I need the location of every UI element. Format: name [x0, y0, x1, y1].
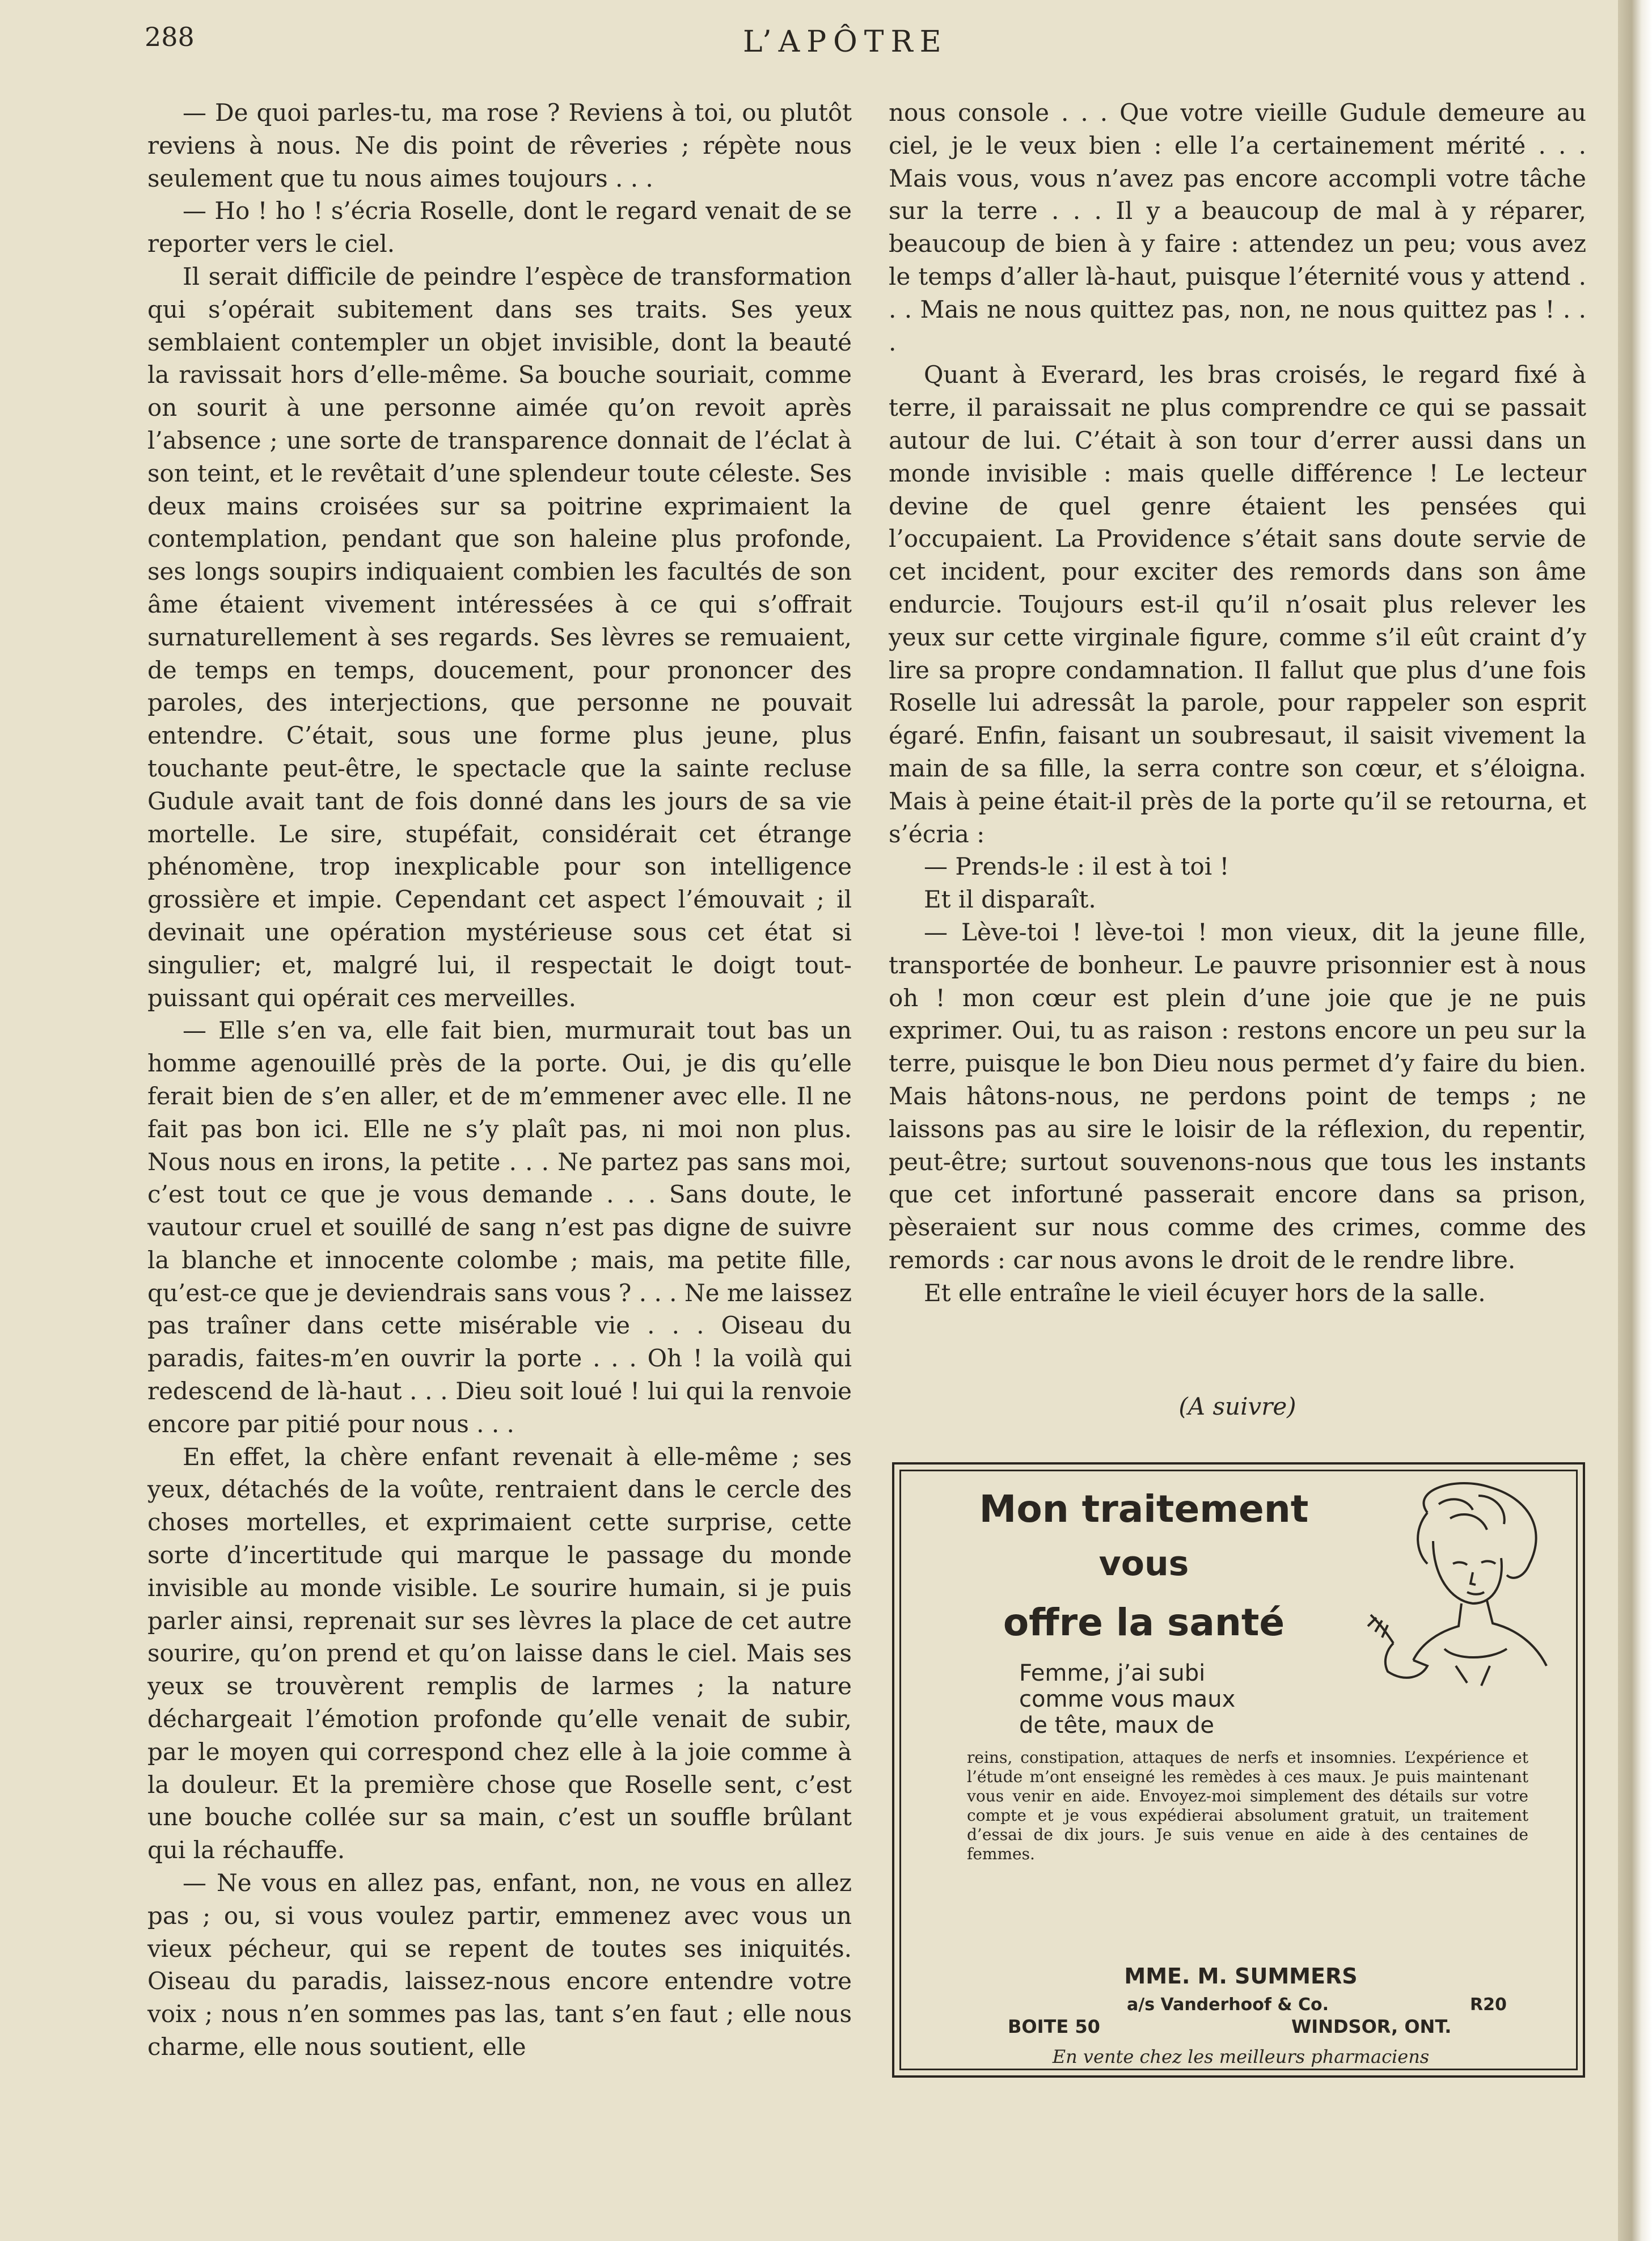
- ad-lead-text: Femme, j’ai subi comme vous maux de tête, maux de: [1019, 1660, 1236, 1738]
- paragraph: En effet, la chère enfant revenait à elle-même ; ses yeux, détachés de la voûte, rentraient dans le cercle des choses mortelles, et exprimaient cette surprise, cette sorte d’incertitude qui marque le passage du monde invisible au monde visible. Le sourire humain, si je puis parler ainsi, reprenait sur ses lèvres la place de cet autre sourire, qu’on prend et qu’on laisse dans le ciel. Mais ses yeux se trouvèrent remplis de larmes ; la nature déchargeait l’émotion profonde qu’elle venait de subir, par le moyen qui correspond chez elle à la joie comme à la douleur. Et la première chose que Roselle sent, c’est une bouche collée sur sa main, c’est un souffle brûlant qui la réchauffe.: [147, 1442, 852, 1864]
- ad-box-number: BOITE 50: [1008, 2016, 1100, 2037]
- paragraph: Quant à Everard, les bras croisés, le regard fixé à terre, il paraissait ne plus comprendre ce qui se passait autour de lui. C’était à son tour d’errer aussi dans un monde invisible : mais quelle différence ! Le lecteur devine de quel genre étaient les pensées qui l’occupaient. La Providence s’était sans doute servie de cet incident, pour exciter des remords dans son âme endurcie. Toujours est-il qu’il n’osait plus relever les yeux sur cette virginale figure, comme s’il eût craint d’y lire sa propre condamnation. Il fallut que plus d’une fois Roselle lui adressât la parole, pour rappeler son esprit égaré. Enfin, faisant un soubresaut, il saisit vivement la main de sa fille, la serra contre son cœur, et s’éloigna. Mais à peine était-il près de la porte qu’il se retourna, et s’écria :: [889, 361, 1586, 848]
- ad-headline: vous: [1098, 1544, 1189, 1584]
- paragraph: — Prends-le : il est à toi !: [924, 852, 1230, 881]
- to-be-continued: (A suivre): [1178, 1392, 1296, 1420]
- paragraph: — Ho ! ho ! s’écria Roselle, dont le regard venait de se reporter vers le ciel.: [147, 197, 852, 258]
- advertisement: [892, 1462, 1585, 2078]
- ad-code: R20: [1470, 1995, 1507, 2015]
- ad-footer: En vente chez les meilleurs pharmaciens: [1052, 2046, 1430, 2067]
- page-number: 288: [145, 22, 195, 52]
- ad-care-of: a/s Vanderhoof & Co.: [1127, 1995, 1329, 2015]
- paragraph: — De quoi parles-tu, ma rose ? Reviens à toi, ou plutôt reviens à nous. Ne dis point de rêveries ; répète nous seulement que tu nous aimes toujours . . .: [147, 99, 852, 192]
- paragraph: Et elle entraîne le vieil écuyer hors de la salle.: [924, 1278, 1486, 1307]
- paragraph: — Lève-toi ! lève-toi ! mon vieux, dit la jeune fille, transportée de bonheur. Le pauvre prisonnier est à nous oh ! mon cœur est plein d’une joie que je ne puis exprimer. Oui, tu as raison : restons encore un peu sur la terre, puisque le bon Dieu nous permet d’y faire du bien. Mais hâtons-nous, ne perdons point de temps ; ne laissons pas au sire le loisir de la réflexion, du repentir, peut-être; surtout souvenons-nous que tous les instants que cet infortuné passerait encore dans sa prison, pèseraient sur nous comme des crimes, comme des remords : car nous avons le droit de le rendre libre.: [889, 918, 1586, 1274]
- running-title: L’APÔTRE: [743, 25, 948, 59]
- paragraph: Il serait difficile de peindre l’espèce de transformation qui s’opérait subitement dans ses traits. Ses yeux semblaient contempler un objet invisible, dont la beauté la ravissait hors d’elle-même. Sa bouche souriait, comme on sourit à une personne aimée qu’on revoit après l’absence ; une sorte de transparence donnait de l’éclat à son teint, et le revêtait d’une splendeur toute céleste. Ses deux mains croisées sur sa poitrine exprimaient la contemplation, pendant que son haleine plus profonde, ses longs soupirs indiquaient combien les facultés de son âme étaient vivement intéressées à ce qui s’offrait surnaturellement à ses regards. Ses lèvres se remuaient, de temps en temps, doucement, pour prononcer des paroles, des interjections, que personne ne pouvait entendre. C’était, sous une forme plus jeune, plus touchante peut-être, le spectacle que la sainte recluse Gudule avait tant de fois donné dans les jours de sa vie mortelle. Le sire, stupéfait, considérait cet étrange phénomène, trop inexplicable pour son intelligence grossière et impie. Cependant cet aspect l’émouvait ; il devinait une opération mystérieuse sous cet état si singulier; et, malgré lui, il respectait le doigt tout-puissant qui opérait ces merveilles.: [147, 262, 852, 1012]
- paragraph: — Elle s’en va, elle fait bien, murmurait tout bas un homme agenouillé près de la porte. Oui, je dis qu’elle ferait bien de s’en aller, et de m’emmener avec elle. Il ne fait pas bon ici. Elle ne s’y plaît pas, ni moi non plus. Nous nous en irons, la petite . . . Ne partez pas sans moi, c’est tout ce que je vous demande . . . Sans doute, le vautour cruel et souillé de sang n’est pas digne de suivre la blanche et innocente colombe ; mais, ma petite fille, qu’est-ce que je deviendrais sans vous ? . . . Ne me laissez pas traîner dans cette misérable vie . . . Oiseau du paradis, faites-m’en ouvrir la porte . . . Oh ! la voilà qui redescend de là-haut . . . Dieu soit loué ! lui qui la renvoie encore par pitié pour nous . . .: [147, 1016, 852, 1438]
- right-column: [889, 96, 1586, 1309]
- paragraph: — Ne vous en allez pas, enfant, non, ne vous en allez pas ; ou, si vous voulez partir, emmenez avec vous un vieux pécheur, qui se repent de toutes ses iniquités. Oiseau du paradis, laissez-nous encore entendre votre voix ; nous n’en sommes pas las, tant s’en faut ; elle nous charme, elle nous soutient, elle: [147, 1869, 852, 2061]
- ad-headline: offre la santé: [1003, 1601, 1285, 1644]
- ad-headline: Mon traitement: [979, 1487, 1309, 1531]
- ad-city: WINDSOR, ONT.: [1291, 2016, 1452, 2037]
- ad-advertiser-name: MME. M. SUMMERS: [1124, 1964, 1358, 1989]
- woman-portrait-illustration: [1359, 1479, 1564, 1723]
- paragraph: nous console . . . Que votre vieille Gudule demeure au ciel, je le veux bien : elle l’a certainement mérité . . . Mais vous, vous n’avez pas encore accompli votre tâche sur la terre . . . Il y a beaucoup de mal à y réparer, beaucoup de bien à y faire : attendez un peu; vous avez le temps d’aller là-haut, puisque l’éternité vous y attend . . . Mais ne nous quittez pas, non, ne nous quittez pas ! . . .: [889, 99, 1586, 356]
- paragraph: Et il disparaît.: [924, 885, 1096, 914]
- left-column: [147, 96, 852, 2063]
- page-edge: [1618, 0, 1652, 2241]
- ad-body-text: reins, constipation, attaques de nerfs et insomnies. L’expérience et l’étude m’ont enseigné les remèdes à ces maux. Je puis maintenant vous venir en aide. Envoyez-moi simplement des détails sur votre compte et je vous expédierai absolument gratuit, un traitement d’essai de dix jours. Je suis venue en aide à des centaines de femmes.: [967, 1748, 1528, 1863]
